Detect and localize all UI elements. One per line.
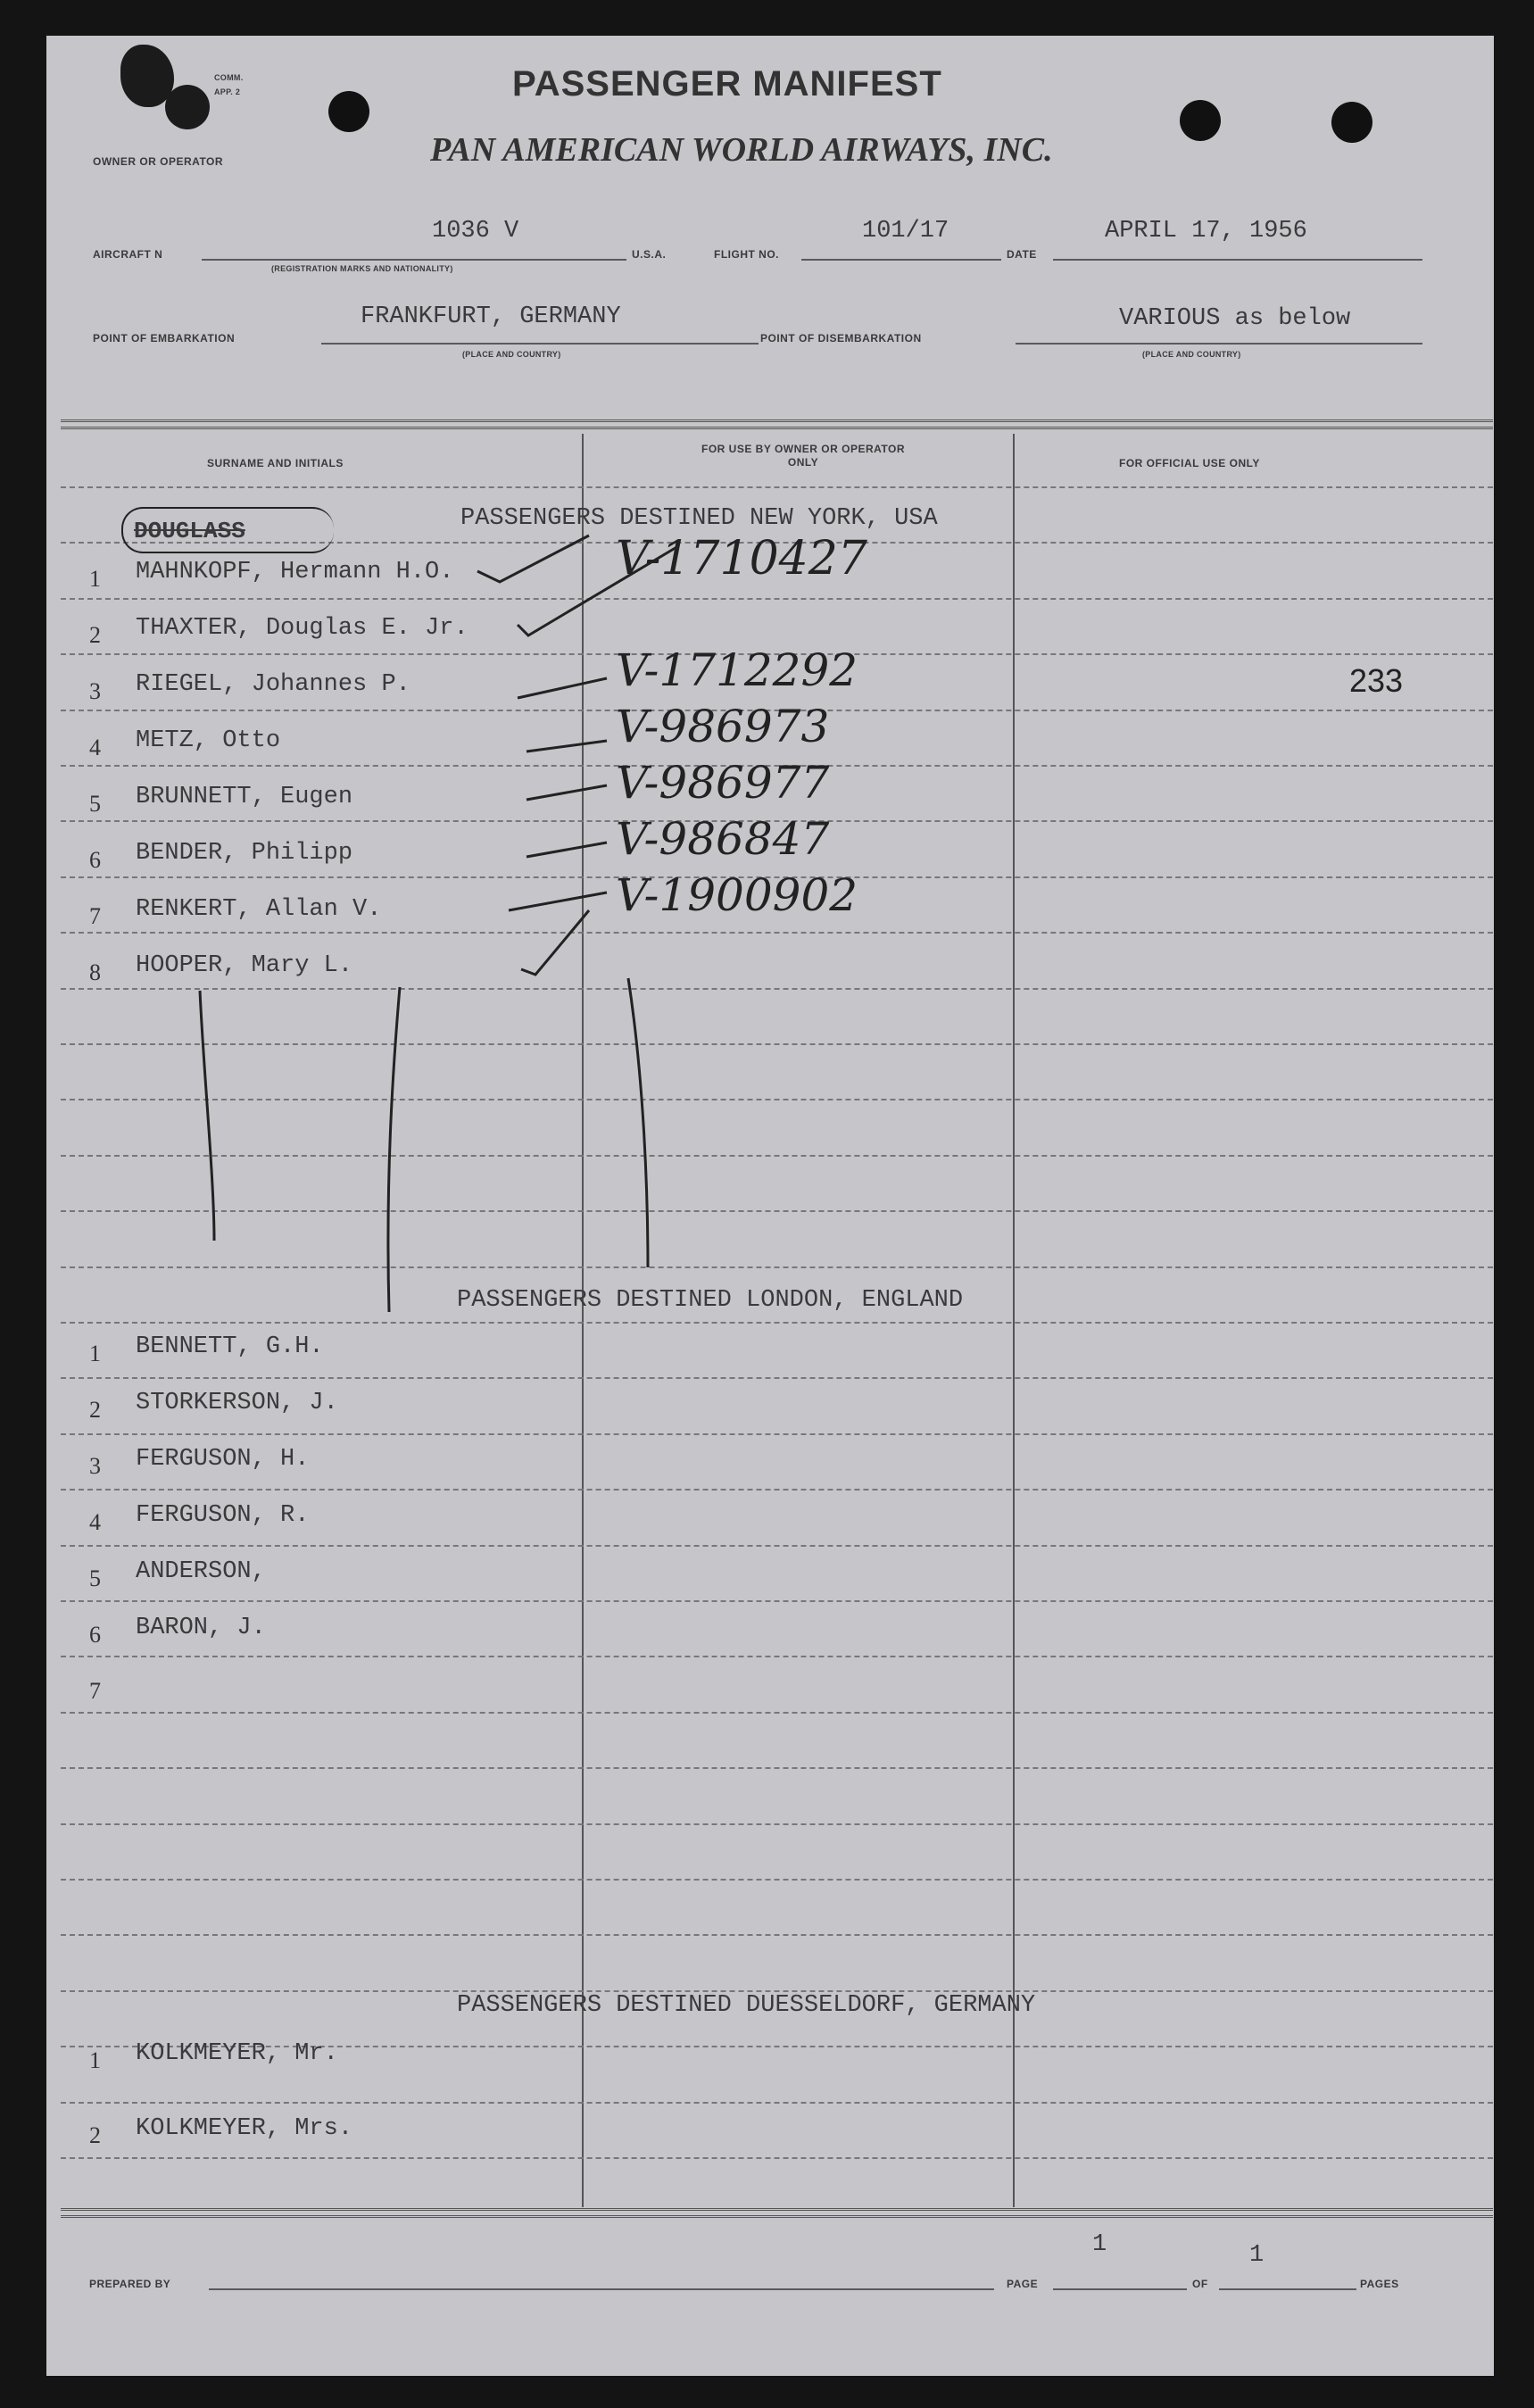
column-header-official: FOR OFFICIAL USE ONLY <box>1119 457 1260 469</box>
visa-number: V-986977 <box>616 757 830 809</box>
visa-number: V-1712292 <box>616 644 858 696</box>
embarkation-label: POINT OF EMBARKATION <box>93 332 236 345</box>
visa-number: V-986973 <box>616 701 830 752</box>
aircraft-label: AIRCRAFT N <box>93 248 163 261</box>
row-number: 3 <box>89 1453 101 1479</box>
row-number: 1 <box>89 566 101 592</box>
row-number: 4 <box>89 735 101 760</box>
aircraft-sublabel: (REGISTRATION MARKS AND NATIONALITY) <box>271 264 453 273</box>
corner-stamp-line-2: APP. 2 <box>214 87 241 96</box>
date-value: APRIL 17, 1956 <box>1105 218 1307 245</box>
row-number: 3 <box>89 678 101 704</box>
column-header-operator: FOR USE BY OWNER OR OPERATOR ONLY <box>701 443 906 469</box>
row-number: 1 <box>89 1341 101 1366</box>
disembarkation-value: VARIOUS as below <box>1119 305 1351 332</box>
row-number: 7 <box>89 1678 101 1704</box>
pages-label: PAGES <box>1360 2278 1399 2290</box>
crossed-note: DOUGLASS <box>134 518 245 544</box>
passenger-name: FERGUSON, H. <box>136 1446 310 1473</box>
row-number: 2 <box>89 622 101 648</box>
passenger-name: BENDER, Philipp <box>136 840 353 867</box>
row-number: 6 <box>89 847 101 873</box>
page-title: PASSENGER MANIFEST <box>512 64 942 104</box>
row-number: 2 <box>89 1397 101 1423</box>
visa-number: V-1900902 <box>616 869 858 921</box>
passenger-name: ANDERSON, <box>136 1558 266 1585</box>
visa-number: V-986847 <box>616 813 830 865</box>
flight-label: FLIGHT NO. <box>714 248 779 261</box>
section-heading-new-york: PASSENGERS DESTINED NEW YORK, USA <box>460 505 938 532</box>
owner-label: OWNER OR OPERATOR <box>93 155 224 168</box>
passenger-name: BENNETT, G.H. <box>136 1333 324 1360</box>
passenger-name: KOLKMEYER, Mrs. <box>136 2115 353 2142</box>
visa-number: V-1710427 <box>616 532 867 585</box>
passenger-name: RIEGEL, Johannes P. <box>136 671 410 698</box>
embarkation-value: FRANKFURT, GERMANY <box>361 303 621 330</box>
page-label: PAGE <box>1007 2278 1039 2290</box>
row-number: 4 <box>89 1509 101 1535</box>
row-number: 8 <box>89 959 101 985</box>
passenger-name: HOOPER, Mary L. <box>136 952 353 979</box>
passenger-name: BARON, J. <box>136 1615 266 1641</box>
row-number: 2 <box>89 2122 101 2148</box>
corner-stamp-line-1: COMM. <box>214 73 244 82</box>
flight-value: 101/17 <box>862 218 949 245</box>
airline-name: PAN AMERICAN WORLD AIRWAYS, INC. <box>430 131 1053 169</box>
row-number: 1 <box>89 2047 101 2073</box>
of-label: OF <box>1192 2278 1208 2290</box>
passenger-name: FERGUSON, R. <box>136 1502 310 1529</box>
row-number: 5 <box>89 1565 101 1591</box>
section-heading-duesseldorf: PASSENGERS DESTINED DUESSELDORF, GERMANY <box>457 1992 1036 2019</box>
embarkation-sublabel: (PLACE AND COUNTRY) <box>462 350 561 359</box>
section-heading-london: PASSENGERS DESTINED LONDON, ENGLAND <box>457 1287 964 1314</box>
aircraft-value: 1036 V <box>432 218 519 245</box>
passenger-name: METZ, Otto <box>136 727 281 754</box>
page-total: 1 <box>1249 2242 1265 2269</box>
passenger-name: RENKERT, Allan V. <box>136 896 382 923</box>
column-header-surname: SURNAME AND INITIALS <box>207 457 344 469</box>
passenger-name: STORKERSON, J. <box>136 1390 338 1416</box>
date-label: DATE <box>1007 248 1037 261</box>
passenger-name: MAHNKOPF, Hermann H.O. <box>136 559 454 585</box>
official-value: 233 <box>1349 662 1404 699</box>
row-number: 6 <box>89 1622 101 1648</box>
page-number: 1 <box>1092 2231 1107 2258</box>
passenger-name: KOLKMEYER, Mr. <box>136 2040 338 2067</box>
row-number: 7 <box>89 903 101 929</box>
passenger-name: THAXTER, Douglas E. Jr. <box>136 615 468 642</box>
usa-label: U.S.A. <box>632 248 667 261</box>
passenger-name: BRUNNETT, Eugen <box>136 784 353 810</box>
prepared-by-label: PREPARED BY <box>89 2278 171 2290</box>
row-number: 5 <box>89 791 101 817</box>
disembarkation-sublabel: (PLACE AND COUNTRY) <box>1142 350 1241 359</box>
disembarkation-label: POINT OF DISEMBARKATION <box>760 332 922 345</box>
